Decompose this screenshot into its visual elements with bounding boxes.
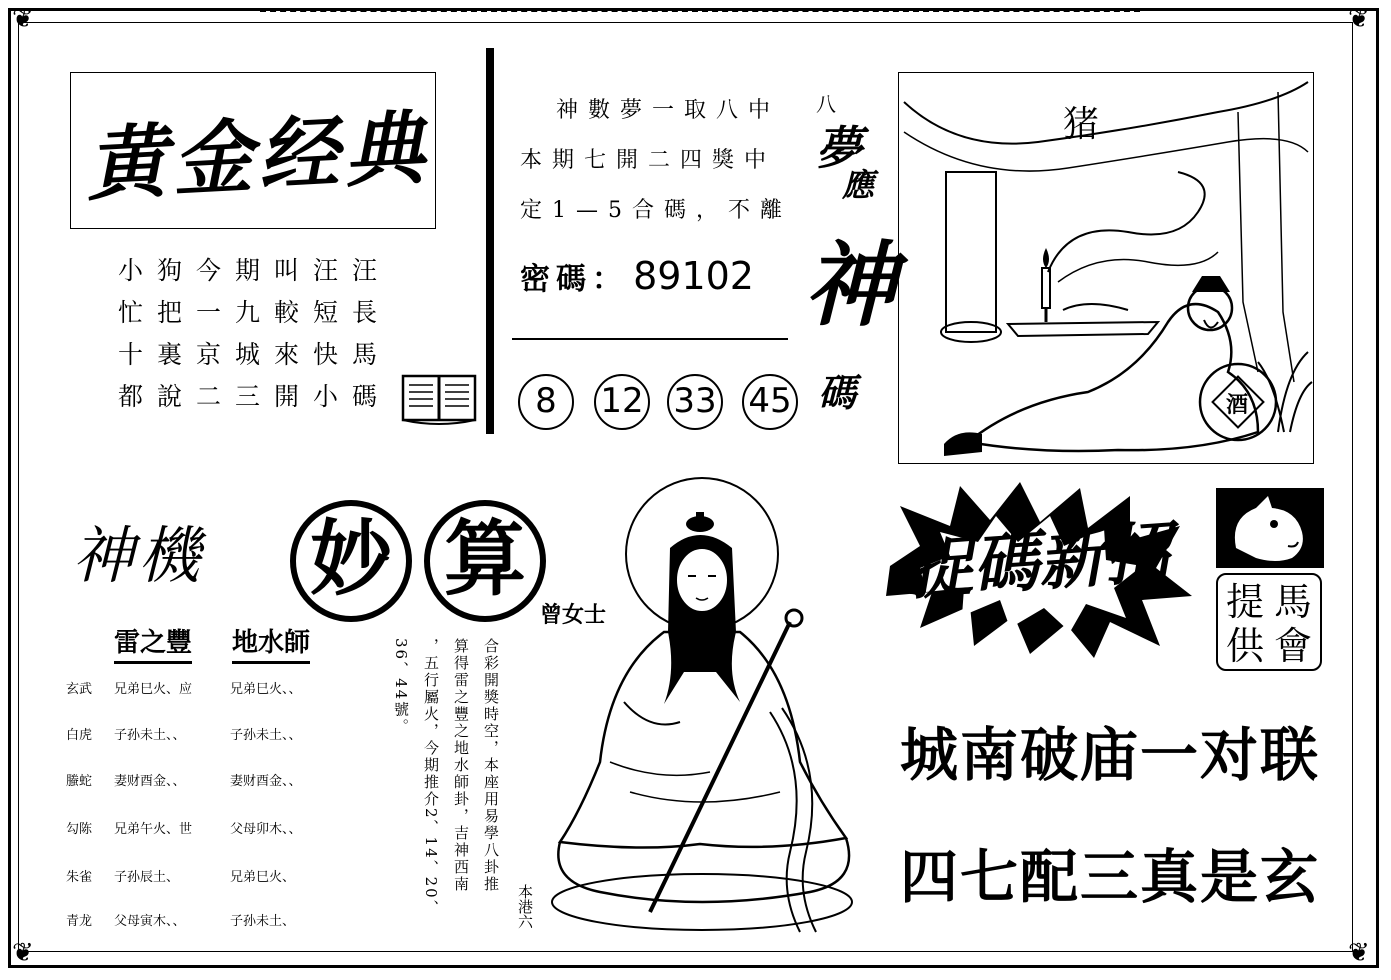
dream-title-char: 夢 (816, 121, 862, 175)
secret-code (520, 254, 754, 298)
secret-code-label: 密碼： (520, 262, 628, 297)
verse-block (520, 86, 792, 236)
hexagram-row-value: 兄弟巳火、应 (114, 682, 193, 697)
provider-char: 會 (1274, 624, 1313, 668)
hexagram-row-value: 妻财酉金、、 (230, 774, 302, 789)
poem-line: 忙把一九較短長 (118, 298, 392, 327)
vertical-divider (486, 48, 494, 434)
couplet-line: 城南破庙一对联 (900, 721, 1321, 789)
hexagram-row-value: 兄弟午火、世 (114, 822, 193, 837)
title-ring-char: 算 (424, 500, 546, 622)
hexagram-row-label: 朱雀 (66, 870, 93, 885)
explanation-line: ，五行屬火，今期推介2、14、20、 (422, 638, 440, 917)
hexagram-row-label: 玄武 (66, 682, 93, 697)
dream-title-char: 碼 (818, 370, 857, 415)
poem-line: 十裏京城來快馬 (118, 340, 392, 369)
hexagram-row-label: 螣蛇 (66, 774, 93, 789)
dream-title-char: 應 (842, 166, 875, 204)
shenji-title: 神機 (72, 519, 205, 592)
provider-char: 供 (1226, 624, 1265, 668)
number-circle: 33 (667, 374, 723, 430)
number-circle: 45 (742, 374, 798, 430)
corner-ornament-icon: ❦ (1348, 938, 1370, 968)
number-circle: 12 (594, 374, 650, 430)
verse-line: 神數夢一取八中 (556, 98, 781, 123)
hexagram-row-value: 子孙未土、、 (114, 728, 186, 743)
provider-box (1216, 573, 1322, 671)
hexagram-row-value: 父母寅木、、 (114, 914, 186, 929)
note-vertical: 本港六 (516, 884, 534, 929)
provider-char: 馬 (1274, 580, 1313, 624)
poem-line: 小狗今期叫汪汪 (118, 256, 392, 285)
explanation-line: 合彩開獎時空，本座用易學八卦推 (482, 638, 500, 893)
number-circle: 8 (518, 374, 574, 430)
secret-underline (512, 338, 788, 340)
hexagram-row-value: 兄弟巳火、、 (230, 682, 302, 697)
poem-line: 都說二三開小碼 (118, 382, 392, 411)
hexagram-col2-title: 地水師 (232, 622, 310, 664)
hexagram-row-label: 勾陈 (66, 822, 93, 837)
corner-ornament-icon: ❦ (1348, 4, 1370, 34)
explanation-line: 36、44號。 (392, 638, 410, 736)
seated-sage-illustration (540, 472, 870, 944)
hexagram-row-value: 子孙辰土、 (114, 870, 180, 885)
hexagram-row-value: 父母卯木、、 (230, 822, 302, 837)
horse-logo (1216, 488, 1324, 568)
corner-ornament-icon: ❦ (12, 938, 34, 968)
open-book-icon (400, 370, 478, 426)
catch-title: 捉碼新招 (903, 512, 1173, 610)
author-name: 曾女士 (540, 603, 607, 628)
verse-line: 本期七開二四獎中 (520, 148, 777, 173)
hexagram-row-value: 兄弟巳火、 (230, 870, 296, 885)
poem-block (118, 250, 391, 418)
verse-line: 定1—5合碼，不離 (520, 198, 792, 223)
horse-head-icon (1216, 488, 1324, 568)
dream-title-char: 神 (804, 231, 897, 339)
hexagram-row-value: 子孙未土、 (230, 914, 296, 929)
secret-code-value: 89102 (633, 254, 754, 298)
explanation-line: 算得雷之豐之地水師卦，吉神西南 (452, 638, 470, 893)
hexagram-row-value: 子孙未土、、 (230, 728, 302, 743)
hexagram-row-label: 白虎 (66, 728, 93, 743)
pig-label: 猪 (1063, 104, 1100, 145)
provider-char: 提 (1226, 580, 1265, 624)
corner-ornament-icon: ❦ (12, 4, 34, 34)
hexagram-col1-title: 雷之豐 (114, 622, 192, 664)
top-border-ornament (260, 10, 1140, 18)
couplet-line: 四七配三真是玄 (900, 843, 1321, 911)
sleeping-scholar-illustration (898, 72, 1314, 464)
hexagram-row-label: 青龙 (66, 914, 93, 929)
dream-title-small: 八 (816, 92, 836, 116)
title-ring-char: 妙 (290, 500, 412, 622)
hexagram-row-value: 妻财酉金、、 (114, 774, 186, 789)
title-banner: 黄金经典 (84, 100, 433, 212)
wine-jar-char: 酒 (1226, 392, 1249, 418)
